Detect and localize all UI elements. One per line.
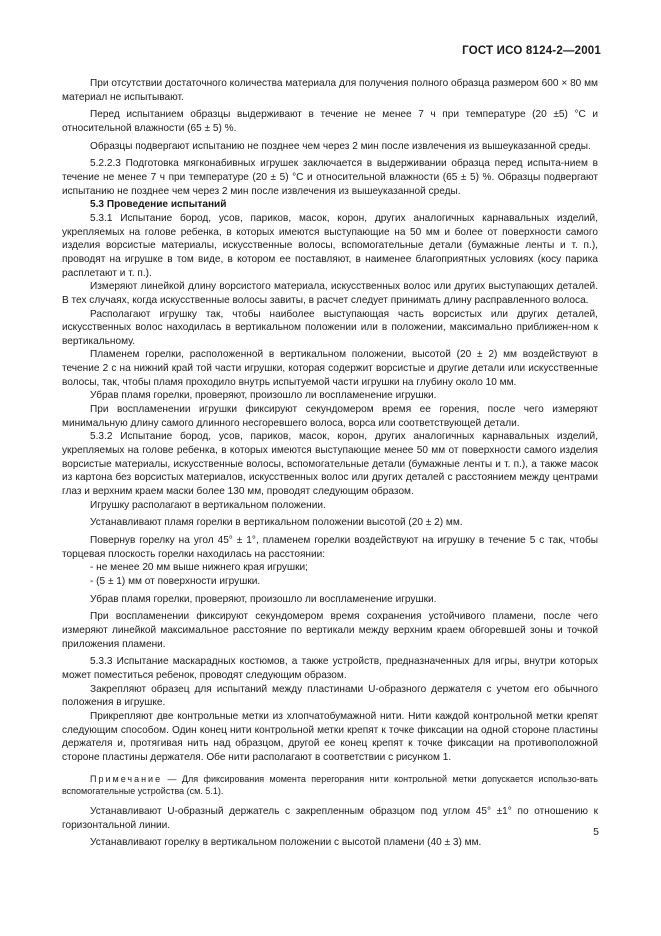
document-body — [62, 77, 598, 850]
paragraph: Устанавливают горелку в вертикальном положении с высотой пламени (40 ± 3) мм. — [90, 837, 482, 849]
paragraph: При отсутствии достаточного количества материала для получения полного образца размером 600 × 80 мм материал не испытывают. — [62, 78, 598, 103]
paragraph: Располагают игрушку так, чтобы наиболее выступающая часть ворсистых или других деталей, искусственных волос находилась в вертикальном положении или в положении, максимально приближен-ном к вертикальному. — [62, 308, 598, 347]
section-heading: 5.3 Проведение испытаний — [90, 199, 227, 211]
paragraph: Закрепляют образец для испытаний между пластинами U-образного держателя с учетом его обычного положения в игрушке. — [62, 683, 598, 709]
list-item: - не менее 20 мм выше нижнего края игрушки; — [90, 562, 308, 574]
paragraph: Измеряют линейкой длину ворсистого материала, искусственных волос или других выступающих деталей. В тех случаях, когда искусственные волосы завиты, в расчет следует принимать длину расправленного волоса. — [62, 281, 598, 306]
paragraph: Перед испытанием образцы выдерживают в течение не менее 7 ч при температуре (20 ±5) °С и относительной влажности (65 ± 5) %. — [62, 109, 598, 134]
paragraph: 5.3.3 Испытание маскарадных костюмов, а также устройств, предназначенных для игры, внутри которых может поместиться ребенок, проводят следующим образом. — [62, 656, 598, 681]
paragraph: При воспламенении фиксируют секундомером время сохранения устойчивого пламени, после чего измеряют линейкой максимальное расстояние по вертикали между верхним краем обгоревшей зоны и точкой приложения пламени. — [62, 611, 598, 650]
paragraph: Устанавливают пламя горелки в вертикальном положении высотой (20 ± 2) мм. — [90, 517, 463, 529]
paragraph: 5.3.2 Испытание бород, усов, париков, масок, корон, других аналогичных карнавальных изделий, укрепляемых на голове ребенка, в которых имеются выступающие менее 50 мм от поверхности самого изделия ворсистые материалы, искусственные волосы, вспомогательные детали (бумажные ленты и т. п.), а также масок из картона без ворсистых материалов, искусственных волос или других деталей с расстоянием между центрами глаз и верхним краем маски более 130 мм, проводят следующим образом. — [62, 431, 598, 498]
paragraph: 5.3.1 Испытание бород, усов, париков, масок, корон, других аналогичных карнавальных изделий, укрепляемых на голове ребенка, в которых имеются выступающие на 50 мм и более от поверхности самого изделия ворсистые материалы, искусственные волосы, вспомогательные детали (бумажные ленты и т. п.), проводят на игрушке в том виде, в котором ее поставляют, в наименее благоприятных условиях (косу парика расплетают и т. п.). — [62, 212, 598, 279]
paragraph: Повернув горелку на угол 45° ± 1°, пламенем горелки воздействуют на игрушку в течение 5 с так, чтобы торцевая плоскость горелки находилась на расстоянии: — [62, 535, 598, 560]
paragraph: Убрав пламя горелки, проверяют, произошло ли воспламенение игрушки. — [90, 593, 437, 605]
paragraph: 5.2.2.3 Подготовка мягконабивных игрушек заключается в выдерживании образца перед испыта-нием в течение не менее 7 ч при температуре (20 ± 5) °С и относительной влажности (65 ± 5) %. Образцы подвергают испытанию не позднее чем через 2 мин после извлечения из вышеуказанной среды. — [62, 158, 598, 197]
page-number: 5 — [593, 826, 599, 838]
paragraph: При воспламенении игрушки фиксируют секундомером время ее горения, после чего измеряют минимальную длину самого длинного несгоревшего волоса, ворса или соответствующей детали. — [62, 404, 598, 429]
paragraph: Прикрепляют две контрольные метки из хлопчатобумажной нити. Нити каждой контрольной метки крепят следующим способом. Один конец нити контрольной метки крепят к точке фиксации на одной стороне пластины держателя и, протягивая нить над образцом, другой ее конец крепят к точке фиксации на противоположной стороне пластины держателя. Обе нити располагают в соответствии с рисунком 1. — [62, 710, 598, 763]
note — [62, 773, 598, 797]
paragraph: Образцы подвергают испытанию не позднее чем через 2 мин после извлечения из вышеуказанной среды. — [90, 140, 591, 152]
paragraph: Убрав пламя горелки, проверяют, произошло ли воспламенение игрушки. — [90, 390, 437, 402]
note-label: Примечание — [90, 773, 163, 784]
list-item: - (5 ± 1) мм от поверхности игрушки. — [90, 575, 261, 587]
paragraph: Устанавливают U-образный держатель с закрепленным образцом под углом 45° ±1° по отношению к горизонтальной линии. — [62, 805, 598, 831]
standard-header: ГОСТ ИСО 8124-2—2001 — [462, 45, 601, 57]
paragraph: Игрушку располагают в вертикальном положении. — [90, 499, 326, 511]
note-text: — Для фиксирования момента перегорания нити контрольной метки допускается использо-вать вспомогательные устройства (см. 5.1). — [62, 773, 598, 796]
paragraph: Пламенем горелки, расположенной в вертикальном положении, высотой (20 ± 2) мм воздействуют в течение 2 с на нижний край той части игрушки, которая содержит ворсистые и другие детали или искусственные волосы, так, чтобы пламя проходило внутрь испытуемой части игрушки на глубину около 10 мм. — [62, 349, 598, 388]
